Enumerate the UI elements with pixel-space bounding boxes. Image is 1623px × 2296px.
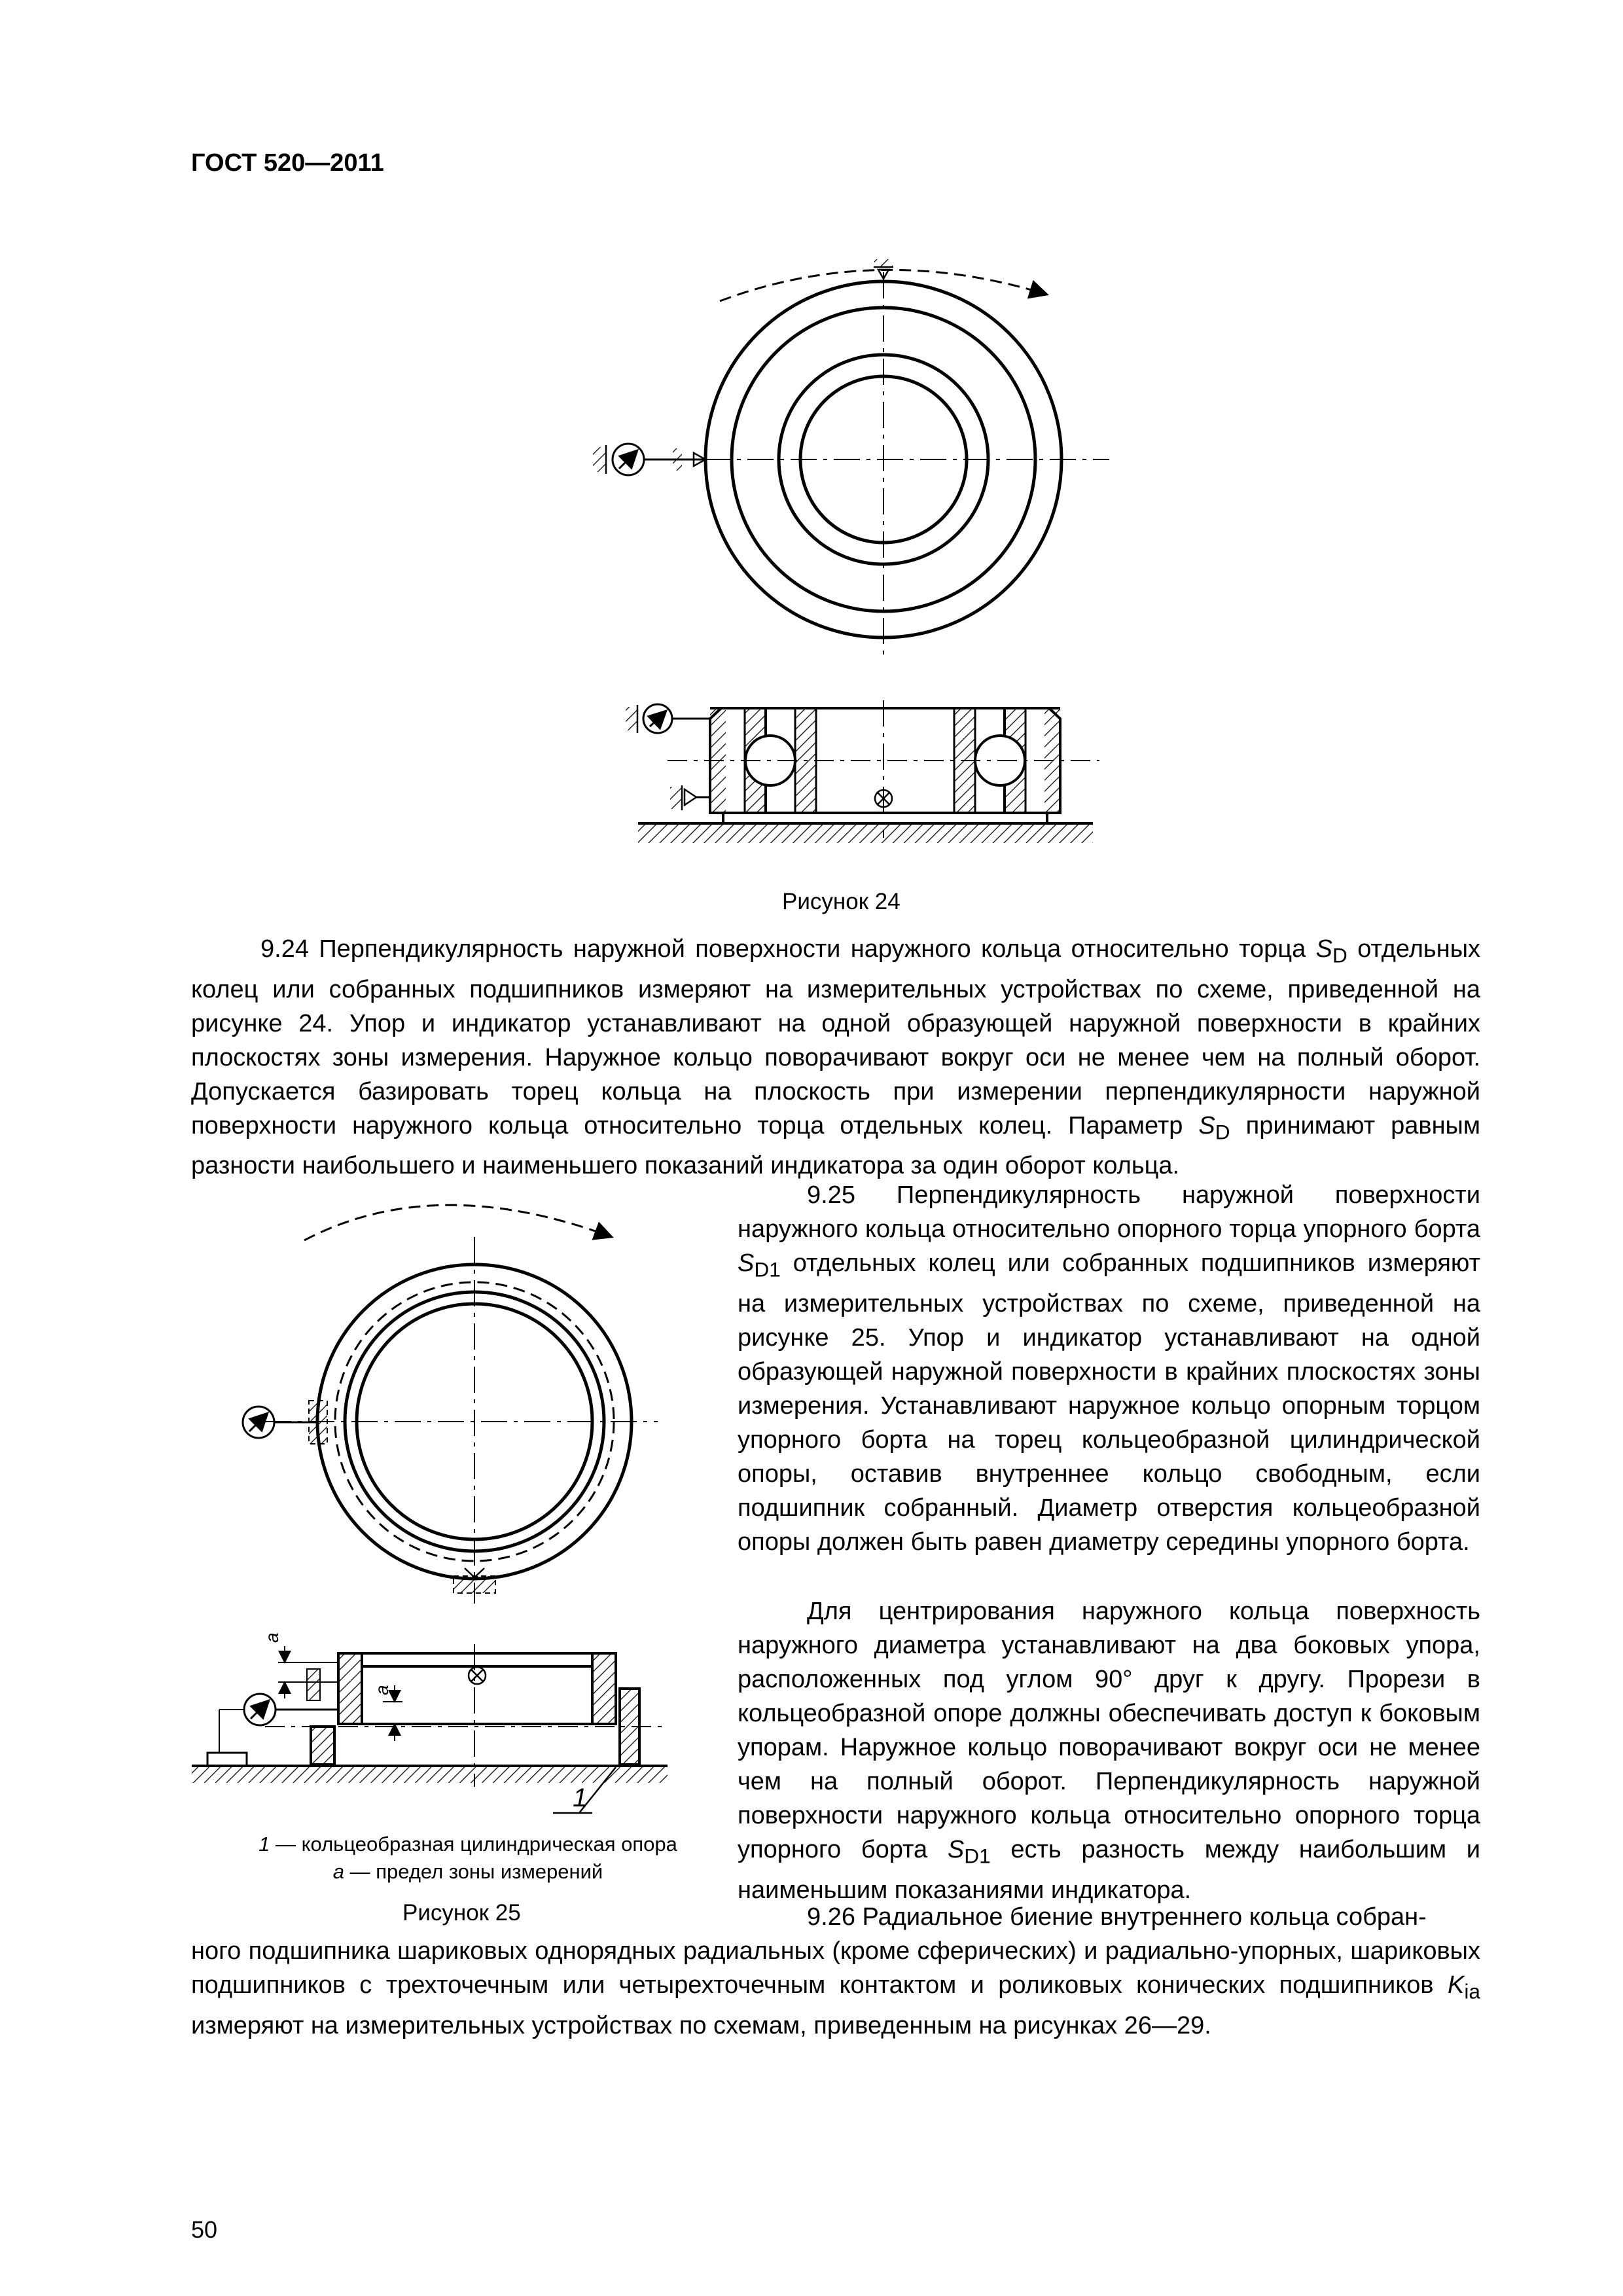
figure-25-caption: Рисунок 25	[402, 1900, 521, 1926]
figure-24-drawing	[576, 249, 1139, 877]
paragraph-9-25: 9.25 Перпендикулярность наружной поверхности наружного кольца относительно опорного торца упорного борта $S_{D1}$ отдельных колец или собранных подшипников измеряют на измерительных устройствах по схеме, приведенной на рисунке 25. Упор и индикатор устанавливают на одной образующей наружной поверхности в крайних плоскостях зоны измерения. Устанавливают наружное кольцо опорным торцом упорного борта на торец кольцеобразной цилиндрической опоры, оставив внутреннее кольцо свободным, если подшипник собранный. Диаметр отверстия кольцеобразной опоры должен быть равен диаметру середины упорного борта.	[738, 1181, 1480, 1556]
paragraph-9-24: 9.24 Перпендикулярность наружной поверхности наружного кольца относительно торца $S_D$ отдельных колец или собранных подшипников измеряют на измерительных устройствах по схеме, приведенной на рисунке 24. Упор и индикатор устанавливают на одной образующей наружной поверхности в крайних плоскостях зоны измерения. Наружное кольцо поворачивают вокруг оси не менее чем на полный оборот. Допускается базировать торец кольца на плоскость при измерении перпендикулярности наружной поверхности наружного кольца относительно торца отдельных колец. Параметр $S_D$ принимают равным разности наибольшего и наименьшего показаний индикатора за один оборот кольца.	[191, 935, 1481, 1180]
figure-24-caption: Рисунок 24	[782, 889, 901, 914]
figure-25-drawing	[187, 1178, 684, 1833]
legend-item-1: 1 — кольцеобразная цилиндрическая опора	[259, 1833, 677, 1856]
paragraph-9-26-start: 9.26 Радиальное биение внутреннего кольца собран-	[807, 1903, 1427, 1931]
paragraph-9-26: ного подшипника шариковых однорядных радиальных (кроме сферических) и радиально-упорных, шариковых подшипников с трехточечным или четырехточечным контактом и роликовых конических подшипников $K_{ia}$ измеряют на измерительных устройствах по схемам, приведенным на рисунках 26—29.	[191, 1937, 1480, 2039]
figure-25-legend	[226, 1831, 710, 1886]
legend-item-a: a — предел зоны измерений	[332, 1860, 603, 1883]
paragraph-9-25-centering: Для центрирования наружного кольца поверхность наружного диаметра устанавливают на два боковых упора, расположенных под углом 90° друг к другу. Прорези в кольцеобразной опоре должны обеспечивать доступ к боковым упорам. Наружное кольцо поворачивают вокруг оси не менее чем на полный оборот. Перпендикулярность наружной поверхности наружного кольца относительно опорного торца упорного борта $S_{D1}$ есть разность между наибольшим и наименьшим показаниями индикатора.	[738, 1598, 1481, 1904]
page-number: 50	[191, 2216, 218, 2243]
figure-25-label-a-inner: a	[372, 1685, 392, 1695]
figure-25-label-a-left: a	[262, 1632, 282, 1643]
document-header: ГОСТ 520—2011	[191, 149, 384, 177]
figure-25-label-1: 1	[573, 1784, 588, 1812]
